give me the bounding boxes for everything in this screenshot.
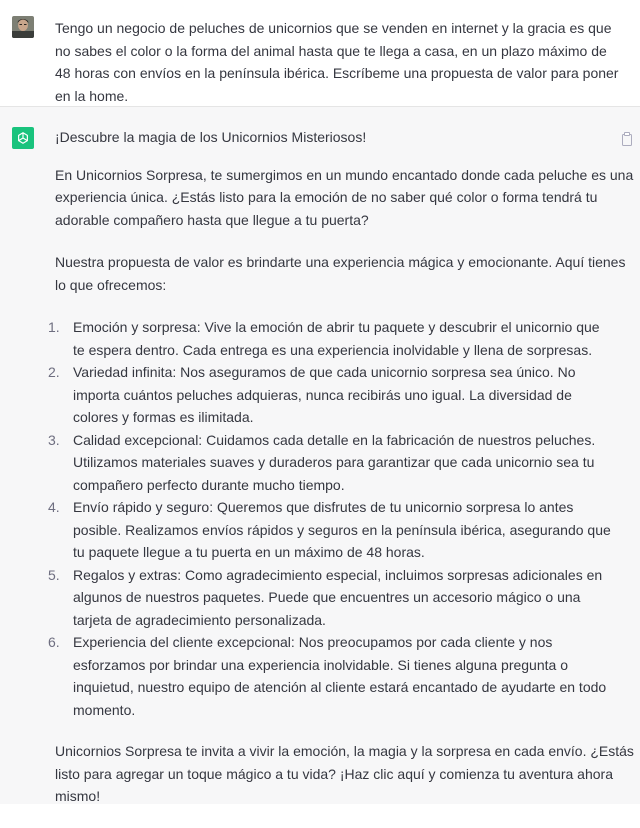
list-item: [48, 631, 615, 721]
answer-title: ¡Descubre la magia de los Unicornios Misteriosos!: [55, 129, 367, 145]
user-message-text: Tengo un negocio de peluches de unicornios que se venden en internet y la gracia es que no sabes el color o la forma del animal hasta que te llega a casa, en un plazo máximo de 48 horas con envíos en la península ibérica. Escríbeme una propuesta de valor para poner en la home.: [55, 20, 619, 104]
list-number: 6.: [48, 634, 60, 650]
list-item-text: Variedad infinita: Nos aseguramos de que cada unicornio sorpresa sea único. No importa cuántos peluches adquieras, nunca recibirás uno igual. La diversidad de colores y formas es ilimitada.: [73, 364, 576, 425]
list-number: 1.: [48, 319, 60, 335]
list-item: [48, 316, 615, 361]
answer-lead: Nuestra propuesta de valor es brindarte una experiencia mágica y emocionante. Aquí tienes lo que ofrecemos:: [55, 254, 626, 293]
answer-closing: Unicornios Sorpresa te invita a vivir la emoción, la magia y la sorpresa en cada envío. ¿Estás listo para agregar un toque mágico a tu vida? ¡Haz clic aquí y comienza tu aventura ahora mismo!: [55, 743, 634, 804]
openai-logo-icon: [12, 127, 34, 149]
list-item: [48, 564, 615, 632]
answer-intro: En Unicornios Sorpresa, te sumergimos en un mundo encantado donde cada peluche es una experiencia única. ¿Estás listo para la emoción de no saber qué color o forma tendrá tu adorable compañero hasta que llegue a tu puerta?: [55, 166, 634, 228]
list-item-text: Experiencia del cliente excepcional: Nos preocupamos por cada cliente y nos esforzamos por brindar una experiencia inolvidable. Si tienes alguna pregunta o inquietud, nuestro equipo de atención al cliente estará encantado de ayudarte en todo momento.: [73, 634, 607, 718]
list-number: 5.: [48, 566, 60, 583]
assistant-answer: [48, 126, 640, 828]
user-message-row: [0, 0, 640, 107]
list-item-text: Regalos y extras: Como agradecimiento especial, incluimos sorpresas adicionales en algunos de nuestros paquetes. Puede que encuentres un accesorio mágico o una tarjeta de agradecimiento personalizada.: [73, 566, 603, 628]
list-item-text: Envío rápido y seguro: Queremos que disfrutes de tu unicornio sorpresa lo antes posible. Realizamos envíos rápidos y seguros en la península ibérica, asegurando que tu paquete llegue a tu puerta en un máximo de 48 horas.: [73, 499, 611, 560]
list-item: [48, 429, 615, 497]
user-avatar: [12, 16, 34, 38]
list-item: [48, 361, 615, 429]
list-item-text: Emoción y sorpresa: Vive la emoción de abrir tu paquete y descubrir el unicornio que te espera dentro. Cada entrega es una experiencia inolvidable y llena de sorpresas.: [73, 319, 600, 358]
list-number: 4.: [48, 499, 60, 515]
benefits-list: [48, 316, 640, 721]
list-item: [48, 496, 615, 564]
assistant-message-row: [0, 107, 640, 804]
list-number: 2.: [48, 364, 60, 380]
list-number: 3.: [48, 431, 60, 448]
list-item-text: Calidad excepcional: Cuidamos cada detalle en la fabricación de nuestros peluches. Utilizamos materiales suaves y duraderos para garantizar que cada unicornio sea tu compañero perfecto durante mucho tiempo.: [73, 431, 596, 493]
